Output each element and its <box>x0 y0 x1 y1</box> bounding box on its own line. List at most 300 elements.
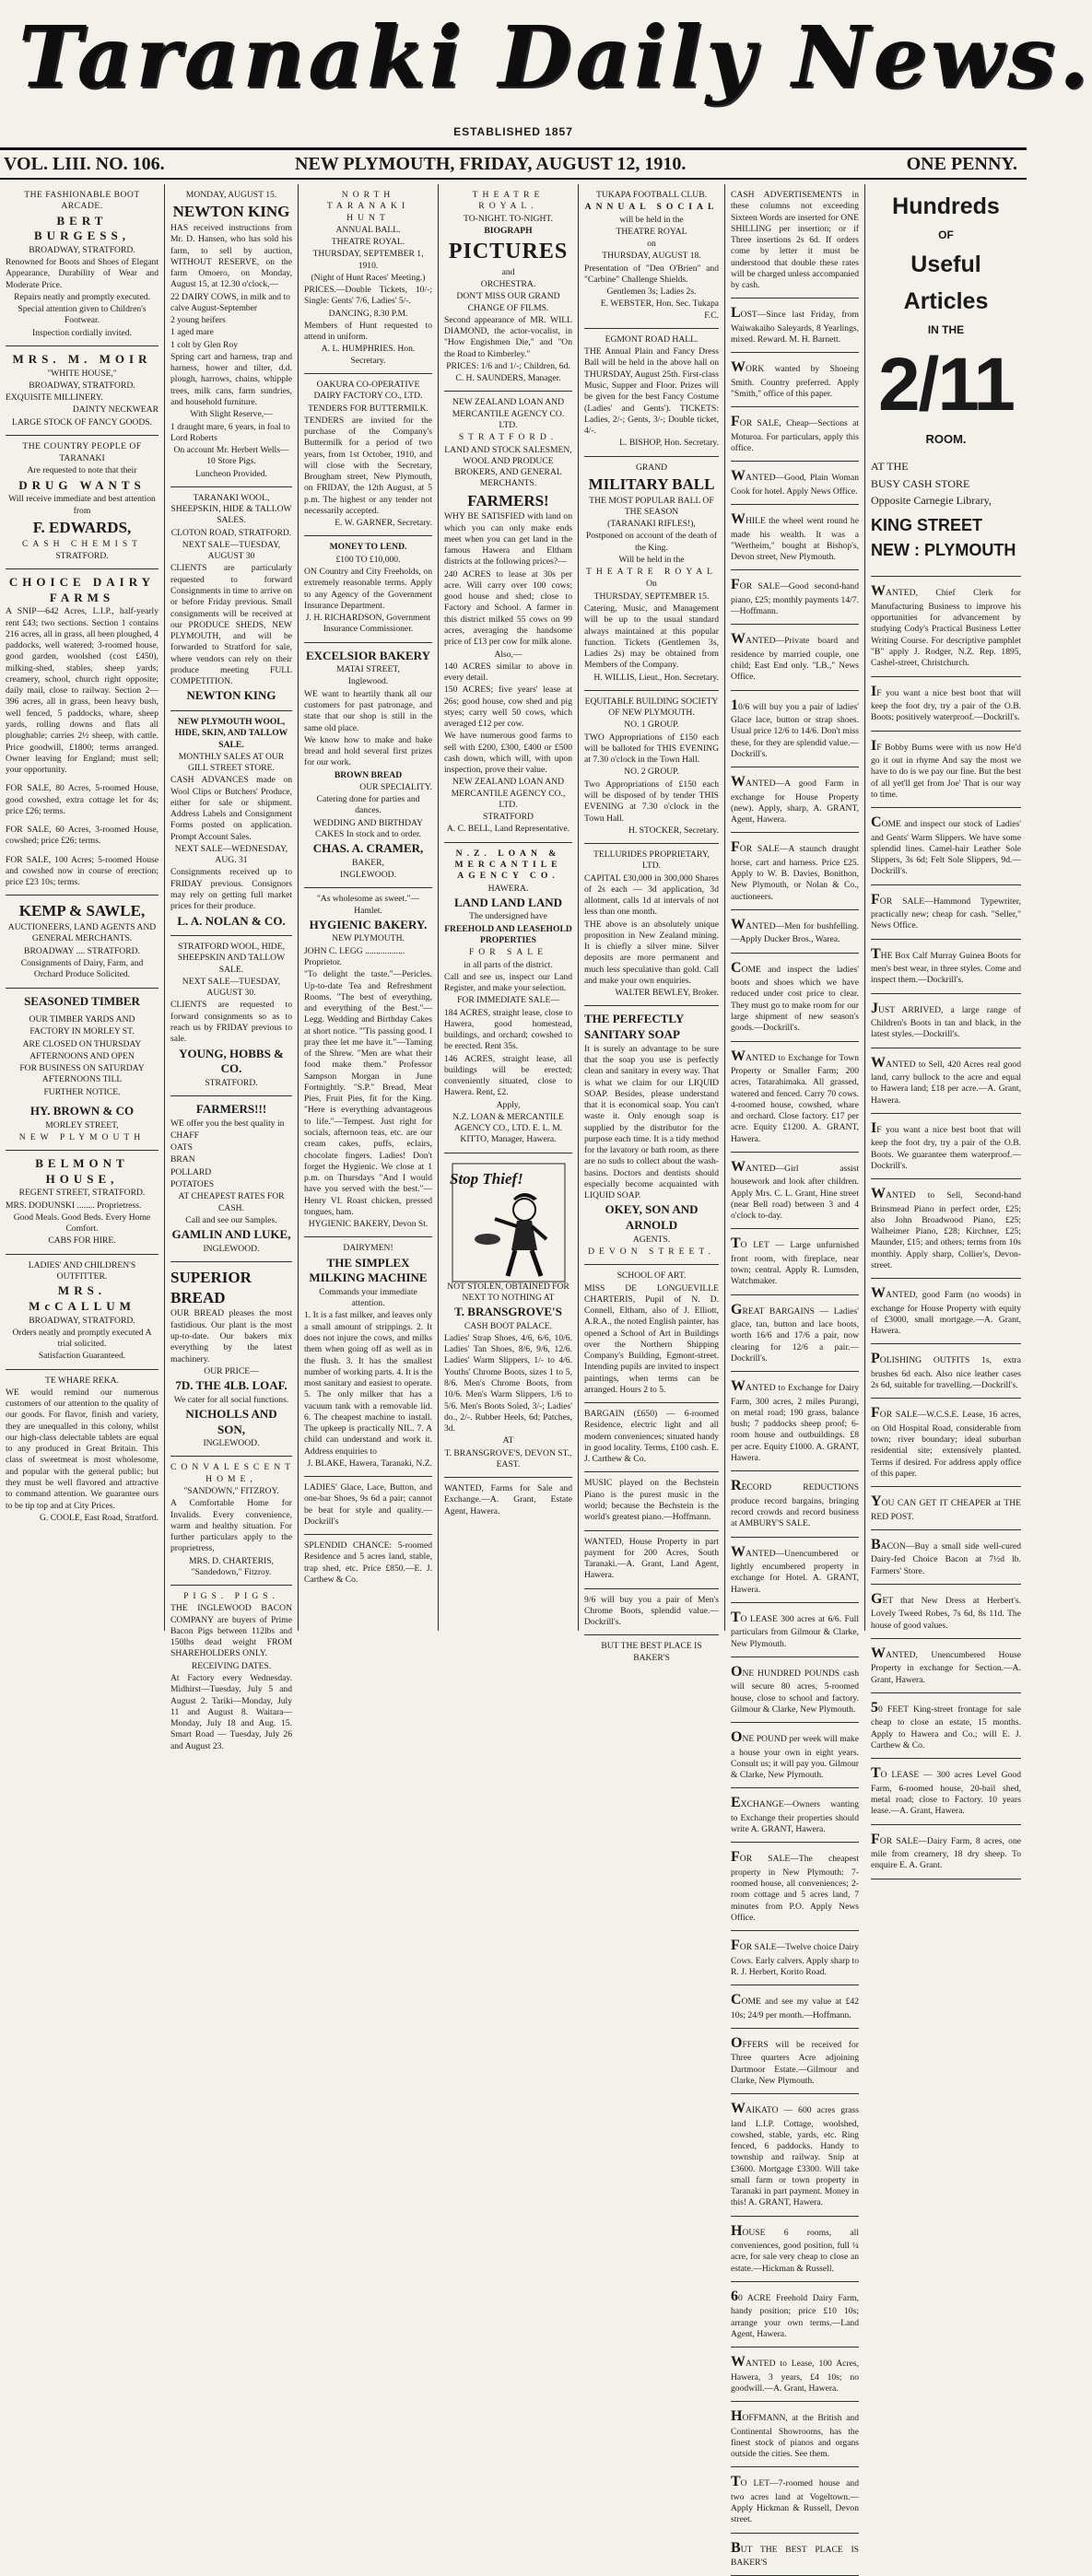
ad-body: THE Annual Plain and Fancy Dress Ball will be held in the above hall on THURSDAY, August 25th. First-class Music, Supper and Floor. Prizes will be given for the best Fancy Costume (Ladies' and Gents'). TICKETS: Ladies, 2/-; Gents, 3/-; Double ticket, 4/-. <box>584 346 719 437</box>
ad-line: DON'T MISS OUR GRAND CHANGE OF FILMS. <box>456 291 560 313</box>
ad-body: 9/6 will buy you a pair of Men's Chrome Boots, splendid value.—Dockrill's. <box>584 1594 719 1628</box>
ad-tukapa-social <box>584 184 719 329</box>
ad-line: NOT STOLEN, OBTAINED FOR NEXT TO NOTHING AT <box>447 1281 569 1303</box>
ad-body: TWO Appropriations of £150 each will be balloted for THIS EVENING at 7.30 o'clock in the Town Hall. <box>584 732 719 766</box>
classified-text: FOR SALE—Dairy Farm, 8 acres, one mile from creamery, 18 dry sheep. To enquire E. A. Grant. <box>871 1831 1021 1871</box>
ad-body: "To delight the taste."—Pericles. Up-to-date Tea and Refreshment Rooms. "The best of everything, and everything of the Best."—Legg. Wedding and Birthday Cakes at short notice. "'Tis passing good. I pray thee let me have it."—Taming of the Shrew. "Men are what their food make them." Professor Sampson Morgan in June Fortnightly. "S.P." Bread, Meat Pies, Fruit Pies, fit for the King. "Here is everything advantageous to life."—Tempest. Just right for socials, afternoon teas, etc. are our cream cakes, puffs, eclairs, chocolate fingers. Ladies! Don't forget the Hygienic. We close at 1 p.m. on Thursdays "And I would have you served with the best."—Henry VI. Roast chicken, pressed tongues, ham. <box>304 969 432 1217</box>
classified-text: FOR SALE, Cheap—Sections at Moturoa. For particulars, apply this office. <box>731 414 859 454</box>
ad-ladies-shoes <box>304 1477 432 1535</box>
ad-body: Will receive immediate and best attention from <box>8 494 156 516</box>
classified-text: FOR SALE—The cheapest property in New Plymouth: 7-roomed house, all conveniences; 2-room cottage and 5 acres land, 7 minutes from P.O. Apply News Office. <box>731 1849 859 1923</box>
ad-line: AFTERNOONS AND OPEN <box>29 1050 135 1061</box>
classified-item <box>731 1603 859 1657</box>
ad-line: Call and see our Samples. <box>185 1214 277 1225</box>
ad-line: AGENTS. <box>632 1234 671 1245</box>
classified-text: YOU CAN GET IT CHEAPER at THE RED POST. <box>871 1493 1021 1522</box>
ad-heading: SEASONED TIMBER <box>24 993 140 1008</box>
ad-line: BIOGRAPH <box>484 225 533 236</box>
classified-list <box>731 299 859 2576</box>
ad-signature: H. STOCKER, Secretary. <box>628 825 719 836</box>
ad-belmont <box>6 1151 159 1255</box>
ad-body: CLIENTS are requested to forward consignments so as to reach us by FRIDAY previous to sale. <box>170 1000 292 1045</box>
dateline-bar <box>0 147 1027 180</box>
issue-price: ONE PENNY. <box>906 154 1017 174</box>
ad-signature: A. L. HUMPHRIES. Hon. Secretary. <box>321 344 416 366</box>
ad-line: CASH CHEMIST <box>21 538 143 549</box>
classified-text: WANTED to Sell, Second-hand Brinsmead Piano in perfect order, £25; also John Broadwood Piano, £25; Walheimer Piano, £28; Kirchner, £25; Maunder, £15; and others; terms from 10s monthly. Apply sharp, Collier's, Devon-street. <box>871 1186 1021 1270</box>
classified-item <box>871 1179 1021 1279</box>
ad-line: ORCHESTRA. <box>480 279 536 290</box>
classified-item <box>731 299 859 353</box>
classified-text: TO LET—7-roomed house and two acres land at Vogeltown.—Apply Hickman & Russell, Devon street. <box>731 2474 859 2525</box>
ad-line: CHAFF <box>170 1130 199 1141</box>
classified-text: COME and see my value at £42 10s; 24/9 per month.—Hoffmann. <box>731 1992 859 2020</box>
ad-body: HAS received instructions from Mr. D. Hansen, who has sold his farm, to sell by auction, WITHOUT RESERVE, on the farm Omoero, on Monday, August 15, at 12.30 o'clock,— <box>170 223 292 290</box>
classified-item <box>871 885 1021 940</box>
ad-line: TENDERS FOR BUTTERMILK. <box>308 403 429 414</box>
classified-text: FOR SALE—A staunch draught horse, cart and harness. Price £25. Apply to W. B. Davies, Bonithon, New Plymouth, or Nolan & Co., auctioneers. <box>731 839 859 902</box>
ad-line: On account Mr. Herbert Wells—10 Store Pigs. <box>173 445 289 467</box>
ad-signature: A. C. BELL, Land Representative. <box>446 824 570 835</box>
ad-name: L. A. NOLAN & CO. <box>177 913 286 928</box>
classified-item <box>731 625 859 690</box>
ad-line: NEXT SALE—WEDNESDAY, AUG. 31 <box>174 843 288 866</box>
ad-line: LARGE STOCK OF FANCY GOODS. <box>11 416 152 427</box>
ad-line: "WHITE HOUSE," <box>47 368 117 379</box>
classified-item <box>731 570 859 625</box>
ad-signature: E. W. GARNER, Secretary. <box>335 518 432 529</box>
classified-text: IF you want a nice best boot that will keep the foot dry, try a pair of the O.B. Boots. We guarantee them waterproof.—Dockrill's. <box>871 1119 1021 1171</box>
ad-superior-bread <box>170 1262 292 1458</box>
ad-heading: CONVALESCENT HOME, <box>170 1462 295 1484</box>
ad-line: EXQUISITE MILLINERY. <box>6 392 103 404</box>
ad-address: BROADWAY, STRATFORD. <box>29 1315 135 1326</box>
ad-line: POTATOES <box>170 1179 215 1189</box>
classified-item <box>731 1723 859 1788</box>
ad-line: DAINTY NECKWEAR <box>72 404 159 416</box>
ad-line: £100 TO £10,000. <box>335 554 401 565</box>
ad-body: Call and see us, inspect our Land Register, and make your selection. <box>444 971 572 994</box>
ad-body: SPLENDID CHANCE: 5-roomed Residence and 5 acres land, stable, trap shed, etc. Price £850.—E. J. Carthew & Co. <box>304 1540 432 1586</box>
ad-body: ON Country and City Freeholds, on extremely reasonable terms. Apply to any Agency of the Government Insurance Department. <box>304 566 432 611</box>
ad-taranaki-wool <box>170 487 292 711</box>
ad-line: STRATFORD. <box>55 550 109 561</box>
ad-burgess <box>6 184 159 346</box>
ad-body: WANTED, Farms for Sale and Exchange.—A. Grant, Estate Agent, Hawera. <box>444 1483 572 1516</box>
ad-line: Opposite Carnegie Library, <box>871 494 992 508</box>
classified-text: FOR SALE—W.C.S.E. Lease, 16 acres, on Old Hospital Road, considerable from town; river boundary; ideal suburban residential site; extensively planted. Terms if desired. For address apply office of this paper. <box>871 1405 1021 1479</box>
ad-body: Presentation of "Den O'Brien" and "Carbine" Challenge Shields. <box>584 263 719 285</box>
ad-young-hobbs <box>170 936 292 1096</box>
classified-item <box>731 910 859 954</box>
classified-item <box>871 1693 1021 1759</box>
ad-line: WEDDING AND BIRTHDAY CAKES In stock and to order. <box>313 817 423 839</box>
ad-military-ball <box>584 457 719 691</box>
ad-name: NEWTON KING <box>172 203 290 221</box>
classified-text: FOR SALE—Twelve choice Dairy Cows. Early calvers. Apply sharp to R. J. Herbert, Korito Road. <box>731 1938 859 1977</box>
ad-body: Renowned for Boots and Shoes of Elegant Appearance, Durability of Wear and Moderate Price. <box>6 257 159 290</box>
ad-heading: HYGIENIC BAKERY. <box>309 917 428 931</box>
ad-name: MRS. McCALLUM <box>29 1283 135 1313</box>
ad-dairy-farms <box>6 569 159 896</box>
ad-body: It is surely an advantage to be sure that the soap you use is perfectly clean and sanitary in every way. That is what we claim for our LIQUID SOAP. Besides, please understand that it is economical soap. You can't waste it. Only enough soap is supplied by the distributor for the purpose each time. It is a tidy method for the lavatory or bath room, as there are no suds to collect about the wash-basins. Doctors and dentists should especially become acquainted with LIQUID SOAP. <box>584 1043 719 1201</box>
classified-text: IF you want a nice best boot that will keep the foot dry, try a pair of the O.B. Boots; positively waterproof.—Dockrill's. <box>871 683 1021 723</box>
ad-line: JOHN C. LEGG .................. Proprietor. <box>304 945 405 968</box>
ad-header: THE COUNTRY PEOPLE OF <box>22 440 142 451</box>
classified-item <box>731 2282 859 2348</box>
classified-text: WAIKATO — 600 acres grass land L.I.P. Cottage, woolshed, cowshed, stable, yards, etc. Ring fenced, 6 paddocks. Handy to township and railway. Snip at £3600. Mortgage £3300. Will take small farm or town property in Taranaki in part payment. Money in this! A. GRANT, Hawera. <box>731 2101 859 2208</box>
classified-text: FOR SALE—Good second-hand piano, £25; monthly payments 14/7.—Hoffmann. <box>731 577 859 617</box>
ad-header: LADIES' AND CHILDREN'S OUTFITTER. <box>28 1259 136 1282</box>
classified-item <box>731 691 859 768</box>
ad-body: Postponed on account of the death of the King. <box>585 531 718 553</box>
classified-text: COME and inspect our stock of Ladies' and Gents' Warm Slippers. We have some splendid lines. Camel-hair Leather Sole Slippers, 3s 6d; Felt Sole Slippers, 9d.—Dockrill's. <box>871 814 1021 877</box>
classified-item <box>731 407 859 462</box>
ad-body: WHY BE SATISFIED with land on which you can only make ends meet when you can get land in the famous Hawera and Eltham districts at the following prices?— <box>444 511 572 568</box>
stop-thief-text: Stop Thief! <box>450 1169 523 1188</box>
ad-name: KEMP & SAWLE, <box>18 902 146 920</box>
ad-body: A SNIP—642 Acres, L.I.P., half-yearly rent £43; two sections. Section 1 contains 216 acres, all in grass, all been ploughed, 4 paddocks, well watered; 3-roomed house, good garden, woolshed (cost £450), milking-shed, stables, sheep yards; creamery, school, church right opposite; daily mail, close to railway. Section 2—396 acres, all in grass, been heavy bush, well fenced, 5 paddocks, whare, sheep yards, rolling downs and flats all ploughable; carries 2½ sheep, with cattle. Price goodwill, £1800; terms arranged. Owner leaving for England; must sell; your opportunity. <box>6 606 159 776</box>
classified-text: FOR SALE—Hammond Typewriter, practically new; cheap for cash. "Seller," News Office. <box>871 891 1021 931</box>
ad-heading: NORTH TARANAKI HUNT <box>326 190 410 223</box>
classified-item <box>731 1538 859 1603</box>
ad-chrome-boots <box>584 1589 719 1636</box>
ad-wanted-house <box>584 1531 719 1589</box>
classified-text: WANTED, Chief Clerk for Manufacturing Business to improve his opportunities for advancement by studying Cody's Practical Business Letter Writing Course. For descriptive pamphlet "B" apply J. Rodger, N.Z. Rep. 1895, Cashel-street, Christchurch. <box>871 583 1021 669</box>
ad-line: AT THE <box>871 460 909 474</box>
ad-heading: Useful <box>910 252 981 278</box>
ad-body: LADIES' Glace, Lace, Button, and one-bar Shoes, 9s 6d a pair; cannot be beat for style and quality.—Dockrill's <box>304 1482 432 1527</box>
ad-line: AT <box>502 1435 514 1446</box>
classified-text: LOST—Since last Friday, from Waiwakaiho Saleyards, 8 Yearlings, mixed. Reward. M. H. Barnett. <box>731 305 859 345</box>
ad-line: (Night of Hunt Races' Meeting.) <box>311 272 426 283</box>
classified-item <box>871 1530 1021 1585</box>
classified-item <box>871 1048 1021 1114</box>
classified-rates <box>731 184 859 299</box>
column-1 <box>0 184 164 1631</box>
ad-date: MONDAY, AUGUST 15. <box>185 190 277 200</box>
place-date: NEW PLYMOUTH, FRIDAY, AUGUST 12, 1910. <box>295 154 687 174</box>
ad-tellurides <box>584 844 719 1006</box>
classified-item <box>871 1759 1021 1824</box>
classified-text: GREAT BARGAINS — Ladies' glace, tan, button and lace boots, worth 16/6 and 17/6 a pair, now clearing for 12/6 a pair.—Dockrill's. <box>731 1301 859 1364</box>
classified-item <box>731 833 859 910</box>
ad-line: NEW PLYMOUTH. <box>332 933 405 944</box>
classified-item <box>731 954 859 1042</box>
ad-body: 240 ACRES to lease at 30s per acre. Will carry over 100 cows; good house and shed; close to Factory and School. A farmer in this district milked 55 cows on 99 acres, averaging the handsome price of £13 per cow for milk alone. <box>444 568 572 648</box>
ad-name: YOUNG, HOBBS & CO. <box>179 1046 284 1076</box>
ad-body: Consignments of Dairy, Farm, and Orchard Produce Solicited. <box>20 958 144 980</box>
classified-item <box>731 1985 859 2029</box>
ad-line: PRICES: 1/6 and 1/-; Children, 6d. <box>446 360 570 371</box>
ad-body: Catering, Music, and Management will be up to the usual standard always maintained at this popular function. Tickets (Gentlemen 3s, Ladies 2s) may be obtained from Members of the Company. <box>584 603 719 671</box>
ad-name: GAMLIN AND LUKE, <box>171 1227 291 1242</box>
ad-line: ANNUAL BALL. <box>335 224 401 235</box>
ad-line: STRATFORD. <box>458 432 558 443</box>
ad-body: WANTED, House Property in part payment for 200 Acres, South Taranaki.—A. Grant, Land Agent, Hawera. <box>584 1536 719 1581</box>
ad-body: At Factory every Wednesday. Midhirst—Tuesday, July 5 and August 2. Tariki—Monday, July 11 and August 8. Waitara—Monday, July 18 and Aug. 15. Smart Road — Tuesday, July 26 and August 23. <box>170 1672 292 1751</box>
classified-text: WORK wanted by Shoeing Smith. Country preferred. Apply "Smith," office of this paper. <box>731 359 859 400</box>
ad-nz-loan-hawera <box>444 843 572 1153</box>
ad-line: GRAND <box>635 462 668 473</box>
classified-text: WANTED to Exchange for Dairy Farm, 300 acres, 2 miles Purangi, on metal road; 190 grass, balance bush; 7 paddocks sheep proof; 6-room house and outbuildings. £8 per acre. Equity £1000. A. GRANT, Hawera. <box>731 1378 859 1463</box>
classified-text: 50 FEET King-street frontage for sale cheap to close an estate, 15 months. Apply to Hawera and Co.; will E. J. Carthew & Co. <box>871 1700 1021 1751</box>
ad-simplex-milking <box>304 1237 432 1477</box>
ad-name: BERT BURGESS, <box>34 213 130 243</box>
classified-item <box>871 808 1021 885</box>
ad-date: THURSDAY, AUGUST 18. <box>602 251 701 262</box>
ad-line: 1 draught mare, 6 years, in foal to Lord Roberts <box>170 421 290 443</box>
ad-line: THE MOST POPULAR BALL OF THE SEASON <box>589 495 714 517</box>
ad-body: Second appearance of MR. WILL DIAMOND, the actor-vocalist, in "How Engishmen Die," and "On the Road to Kimberley." <box>444 314 572 359</box>
ad-header: SCHOOL OF ART. <box>616 1270 687 1282</box>
ad-line: and <box>501 266 515 277</box>
classified-item <box>871 1639 1021 1693</box>
ad-line: 2 young heifers <box>170 315 226 326</box>
ad-body: 146 ACRES, straight lease, all buildings will be erected; conveniently situated, close to Hawera. Rent, £2. <box>444 1053 572 1098</box>
ad-heading: Hundreds <box>892 193 1000 219</box>
masthead <box>0 0 1092 174</box>
classified-item <box>731 462 859 505</box>
ad-heading: N.Z. LOAN & MERCANTILE AGENCY CO. <box>454 848 562 882</box>
ad-line: RECEIVING DATES. <box>191 1660 272 1671</box>
classified-item <box>731 2029 859 2094</box>
ad-line: Commands your immediate attention. <box>319 1286 417 1309</box>
ad-name: MRS. M. MOIR <box>12 351 152 366</box>
classified-text: HOUSE 6 rooms, all conveniences, good position, full ¼ acre, for sale very cheap to close an estate.—Hickman & Russell. <box>731 2222 859 2274</box>
ad-line: Gentlemen 3s; Ladies 2s. <box>606 287 697 298</box>
ad-signature: G. COOLE, East Road, Stratford. <box>40 1512 159 1523</box>
ad-line: INGLEWOOD. <box>339 870 396 881</box>
ad-header: STRATFORD WOOL, HIDE, SHEEPSKIN AND TALLOW SALE. <box>177 942 286 975</box>
ad-header: EGMONT ROAD HALL. <box>605 334 699 345</box>
ad-heading: FARMERS! <box>467 491 549 509</box>
classified-item <box>871 1825 1021 1879</box>
ad-line: Apply, <box>496 1099 521 1110</box>
ad-heading: LAND LAND LAND <box>453 895 562 909</box>
ad-body: BUT THE BEST PLACE IS BAKER'S <box>601 1641 702 1663</box>
ad-line: "As wholesome as sweet."—Hamlet. <box>316 894 420 916</box>
classified-item <box>871 1399 1021 1487</box>
ad-timber <box>6 989 159 1152</box>
ad-heading: THEATRE ROYAL. <box>472 190 545 212</box>
classified-text: POLISHING OUTFITS 1s, extra brushes 6d each. Also nice leather cases 2s 6d, suitable for travelling.—Dockrill's. <box>871 1351 1021 1391</box>
ad-line: BRAN <box>170 1154 195 1165</box>
ad-line: TARANAKI <box>59 453 105 464</box>
ad-line: INGLEWOOD. <box>203 1243 260 1254</box>
ad-heading: SUPERIOR BREAD <box>170 1268 252 1306</box>
ad-line: THEATRE ROYAL <box>585 567 717 578</box>
ad-line: Also,— <box>494 649 523 660</box>
ad-line: Will be held in the <box>618 554 685 565</box>
ad-heading: THE SIMPLEX MILKING MACHINE <box>309 1255 428 1285</box>
ad-header: NEW PLYMOUTH WOOL, HIDE, SKIN, AND TALLOW SALE. <box>174 717 288 750</box>
ad-date: THURSDAY, SEPTEMBER 15. <box>593 591 710 602</box>
classified-item <box>731 2348 859 2402</box>
ad-body: WE offer you the best quality in <box>170 1118 285 1129</box>
classified-item <box>731 1295 859 1373</box>
ad-name: F. EDWARDS, <box>32 518 132 536</box>
ad-line: THEATRE ROYAL. <box>331 237 405 248</box>
ad-body: MISS DE LONGUEVILLE CHARTERIS, Pupil of N. D. Connell, Eltham, also of J. Elliott, A.R.A., the noted English painter, has opened a School of Art in Buildings over the Northern Shipping Company's Building, Egmont-street. Intending pupils are invited to inspect paintings, when terms can be arranged. Hours 2 to 5. <box>584 1282 719 1395</box>
classified-text: 60 ACRE Freehold Dairy Farm, handy position; price £10 10s; arrange your own terms.—Land Agent, Hawera. <box>731 2288 859 2339</box>
ad-line: THEATRE ROYAL <box>616 226 687 237</box>
ad-line: NEW PLYMOUTH <box>18 1131 146 1142</box>
ad-body: OUR BREAD pleases the most fastidious. Our plant is the most up-to-date. Our bakers mix everything by the latest machinery. <box>170 1308 292 1364</box>
ad-line: on <box>647 239 656 250</box>
ad-line: FACTORY IN MORLEY ST. <box>29 1026 135 1037</box>
ad-body: THE above is an absolutely unique proposition in New Zealand mining. It is chiefly a silver mine. Silver deposits are more permanent and much less speculative than gold. Call and make your own enquiries. <box>584 919 719 986</box>
ad-body: Two Appropriations of £150 each will be disposed of by tender THIS EVENING at 7.30 o'clock in the Town Hall. <box>584 779 719 824</box>
classified-item <box>871 1114 1021 1179</box>
ad-line: The undersigned have <box>469 911 547 922</box>
ad-address: BROADWAY .... STRATFORD. <box>24 945 140 956</box>
ad-newton-king-auction <box>170 184 292 487</box>
classified-item <box>731 1657 859 1723</box>
ad-line: OATS <box>170 1142 193 1153</box>
ad-body: MUSIC played on the Bechstein Piano is the purest music in the world; because the Bechstein is the world's greatest piano.—Hoffmann. <box>584 1478 719 1523</box>
ad-line: TO-NIGHT. TO-NIGHT. <box>464 213 553 224</box>
ad-body: FOR SALE, 80 Acres, 5-roomed House, good cowshed, extra cottage let for 4s; price £26; terms. <box>6 783 159 816</box>
ad-line: OUR TIMBER YARDS AND <box>29 1014 135 1025</box>
ad-body: CASH ADVANCES made on Wool Clips or Butchers' Produce, either for sale or shipment. Address Labels and Consignment Forms posted on application. Prompt Account Sales. <box>170 775 292 842</box>
ad-heading: CHOICE DAIRY FARMS <box>8 575 156 604</box>
ad-body: Are requested to note that their <box>27 465 137 476</box>
ad-line: ROOM. <box>925 431 967 446</box>
ad-body: THE INGLEWOOD BACON COMPANY are buyers of Prime Bacon Pigs between 112lbs and 150lbs dead weight FROM SHAREHOLDERS ONLY. <box>170 1603 292 1659</box>
ad-line: DANCING, 8.30 P.M. <box>328 308 408 319</box>
classified-item <box>731 1788 859 1843</box>
classified-item <box>731 1042 859 1153</box>
ad-line: FURTHER NOTICE. <box>43 1086 121 1097</box>
ad-line: (TARANAKI RIFLES!), <box>607 519 696 530</box>
ad-line: INGLEWOOD. <box>203 1438 260 1449</box>
classified-text: JUST ARRIVED, a large range of Children's Boots in tan and black, in the latest styles.—Dockrill's. <box>871 1000 1021 1040</box>
ad-nz-loan-stratford <box>444 392 572 842</box>
classified-text: WANTED—A good Farm in exchange for House Property (new). Apply, sharp, A. GRANT, Agent, Hawera. <box>731 774 859 825</box>
ad-theatre-royal <box>444 184 572 392</box>
classified-text: WANTED to Lease, 100 Acres, Hawera, 3 years, £4 10s; no goodwill.—A. Grant, Hawera. <box>731 2354 859 2394</box>
ad-body: BARGAIN (£650) — 6-roomed Residence, electric light and all modern conveniences; situated handy in good locality. Terms, £100 cash. E. J. Carthew & Co. <box>584 1409 719 1465</box>
ad-line: OUR PRICE— <box>204 1365 259 1376</box>
ad-line: CABS FOR HIRE. <box>48 1235 116 1247</box>
ad-body: We have numerous good farms to sell with £200, £300, £400 or £500 cash down, which will, with upon inspection, prove their value. <box>444 731 572 776</box>
ad-body: Orders neatly and promptly executed A trial solicited. <box>12 1327 152 1350</box>
ad-line: HAWERA. <box>487 883 529 894</box>
ad-body: CAPITAL £30,000 in 300,000 Shares of 2s each — 3d application, 3d allotment, calls 1d at intervals of not less than one month. <box>584 872 719 918</box>
ad-heading: DRUG WANTS <box>18 477 146 492</box>
ad-money-to-lend <box>304 536 432 642</box>
ad-line: Satisfaction Guaranteed. <box>38 1351 126 1362</box>
classified-item <box>731 1153 859 1230</box>
ad-address: NEW : PLYMOUTH <box>871 541 1016 560</box>
ad-name: T. BRANSGROVE'S <box>454 1305 562 1319</box>
classified-item <box>871 732 1021 809</box>
ad-line: will be held in the <box>619 214 684 225</box>
ad-name: BUSY CASH STORE <box>871 476 970 490</box>
classified-text: EXCHANGE—Owners wanting to Exchange their properties should write A. GRANT, Hawera. <box>731 1795 859 1835</box>
ad-line: MONTHLY SALES AT OUR GILL STREET STORE. <box>178 751 285 774</box>
ad-body: TENDERS are invited for the purchase of the Company's Buttermilk for a period of two years, from 1st October, 1910, and will close with the Secretary, Brougham street, New Plymouth, on FRIDAY, the 12th August, at 5 p.m. The highest or any tender not necessarily accepted. <box>304 415 432 516</box>
ad-line: FOR IMMEDIATE SALE— <box>457 995 559 1006</box>
ad-line: POLLARD <box>170 1166 212 1177</box>
ad-name: HY. BROWN & CO <box>29 1104 135 1118</box>
classified-item <box>731 2402 859 2467</box>
classified-text: HOFFMANN, at the British and Continental Showrooms, has the finest stock of pianos and organs outside the cities. See them. <box>731 2408 859 2460</box>
ad-line: Spring cart and harness, trap and harness, hower and tilter, d.d. plough, harrows, chains, whipple trees, milk cans, farm sundries, and household furniture. <box>170 351 292 407</box>
ad-line: On <box>646 579 657 590</box>
classified-item <box>871 577 1021 676</box>
ad-name: OKEY, SON AND ARNOLD <box>605 1202 699 1233</box>
ad-line: NO. 1 GROUP. <box>624 720 679 731</box>
ad-header: TUKAPA FOOTBALL CLUB. <box>595 190 708 200</box>
ad-te-whare-reka <box>6 1370 159 1530</box>
ad-line: OUR SPECIALITY. <box>359 781 432 792</box>
classified-text: TO LET — Large unfurnished front room, with fireplace, near town; central. Apply R. Lumsden, Watchmaker. <box>731 1235 859 1287</box>
ad-signature: WALTER BEWLEY, Broker. <box>615 988 719 999</box>
ad-line: Catering done for parties and dances. <box>316 794 420 816</box>
ad-heading-large: PICTURES <box>448 240 569 264</box>
ad-body: WE would remind our numerous customers of our attention to the quality of our goods. For flavor, finish and variety, they are unequalled in this colony, whilst our high-class delectable tablets are equal to any produced in Great Britain. This class of sweetmeat is most wholesome, and popular with the general public; but they must be well flavored and attractive to command attention. We guarantee ours to be tip top and at City Prices. <box>6 1387 159 1511</box>
ad-line: 1 colt by Glen Roy <box>170 339 239 350</box>
ad-line: Repairs neatly and promptly executed. <box>14 291 150 302</box>
ad-signature: MRS. D. CHARTERIS, "Sandedown," Fitzroy. <box>189 1555 274 1577</box>
ad-address: CLOTON ROAD, STRATFORD. <box>170 527 292 538</box>
column-2 <box>164 184 298 1751</box>
ad-heading: EXCELSIOR BAKERY <box>306 648 430 662</box>
ad-line: AUCTIONEERS, LAND AGENTS AND GENERAL MERCHANTS. <box>7 922 157 944</box>
ad-heading: Articles <box>903 288 989 315</box>
ad-price: 2/11 <box>877 342 1015 427</box>
classified-item <box>871 940 1021 994</box>
ad-line: 22 DAIRY COWS, in milk and to calve August-September <box>170 291 290 313</box>
ad-body: PRICES.—Double Tickets, 10/-; Single: Gents' 7/6, Ladies' 5/-. <box>304 285 432 307</box>
ad-line: MRS. DODUNSKI ........ Proprietress. <box>6 1200 142 1211</box>
ad-body: Good Meals. Good Beds. Every Home Comfort. <box>13 1212 151 1235</box>
ad-body: 150 ACRES; five years' lease at 26s; good house, cow shed and pig styes; carry well 50 cows, which averaged £12 per cow. <box>444 685 572 730</box>
ad-line: Luncheon Provided. <box>195 468 267 479</box>
classified-text: WANTED—Girl assist housework and look after children. Apply Mrs. C. L. Grant, Hine street (near Bell road) between 3 and 4 o'clock to-day. <box>731 1158 859 1222</box>
ad-line: 1 aged mare <box>170 327 214 338</box>
classified-item <box>871 677 1021 732</box>
ad-address: BROADWAY, STRATFORD. <box>29 244 135 255</box>
classified-text: ONE HUNDRED POUNDS cash will secure 80 acres, 5-roomed house, close to school and factory. Gilmour & Clarke, New Plymouth. <box>731 1663 859 1715</box>
ad-line: Inspection cordially invited. <box>32 327 132 338</box>
ad-line: AT CHEAPEST RATES FOR CASH. <box>178 1191 285 1213</box>
ad-mccallum <box>6 1255 159 1370</box>
ad-name: BELMONT HOUSE, <box>35 1156 129 1186</box>
ad-farmers-gamlin <box>170 1096 292 1262</box>
column-6 <box>724 184 864 2569</box>
ad-body: 140 ACRES similar to above in every detail. <box>444 661 572 684</box>
classified-text: RECORD REDUCTIONS produce record bargains, bringing record crowds and record business at AMBURY'S SALE. <box>731 1478 859 1529</box>
classified-text: BACON—Buy a small side well-cured Dairy-fed Choice Bacon at 7½d lb. Farmers' Store. <box>871 1537 1021 1576</box>
classified-text: 10/6 will buy you a pair of ladies' Glace lace, button or strap shoes. Usual price 12/6 to 14/6. Don't miss these, for they are splendid value.—Dockrill's. <box>731 697 859 759</box>
ad-equitable-building <box>584 691 719 844</box>
ad-moir <box>6 346 159 436</box>
classified-text: ONE POUND per week will make a house your own in eight years. Consult us; it will pay you. Gilmour & Clarke, New Plymouth. <box>731 1729 859 1781</box>
ad-signature: J. BLAKE, Hawera, Taranaki, N.Z. <box>307 1458 432 1469</box>
ad-stop-thief <box>444 1153 572 1478</box>
ad-sanitary-soap <box>584 1006 719 1265</box>
ad-line: in all parts of the district. <box>464 959 553 970</box>
established-line: ESTABLISHED 1857 <box>453 125 573 138</box>
ad-line: DAIRYMEN! <box>343 1243 393 1254</box>
ad-body: Ladies' Strap Shoes, 4/6, 6/6, 10/6. Ladies' Tan Shoes, 8/6, 9/6, 12/6. Ladies' Warm Slippers, 1/- to 4/6. Youths' Chrome Boots, sizes 1 to 5, 8/6. Men's Chrome Boots, from 10/6. Men's Warm Slippers, 1/6 to 5/6. Men's Boots Soled, 3/-; Ladies' do., 2/-. Rubber Heels, 6d; Patches, 3d. <box>444 1332 572 1434</box>
classified-text: IF Bobby Burns were with us now He'd go it out in rhyme And say the most we have to do is we pay our fine. But the best of all yet'll get from Joe' That is our way to time. <box>871 737 1021 800</box>
ad-name: TE WHARE REKA. <box>44 1375 120 1386</box>
ad-line: We cater for all social functions. <box>173 1394 289 1405</box>
